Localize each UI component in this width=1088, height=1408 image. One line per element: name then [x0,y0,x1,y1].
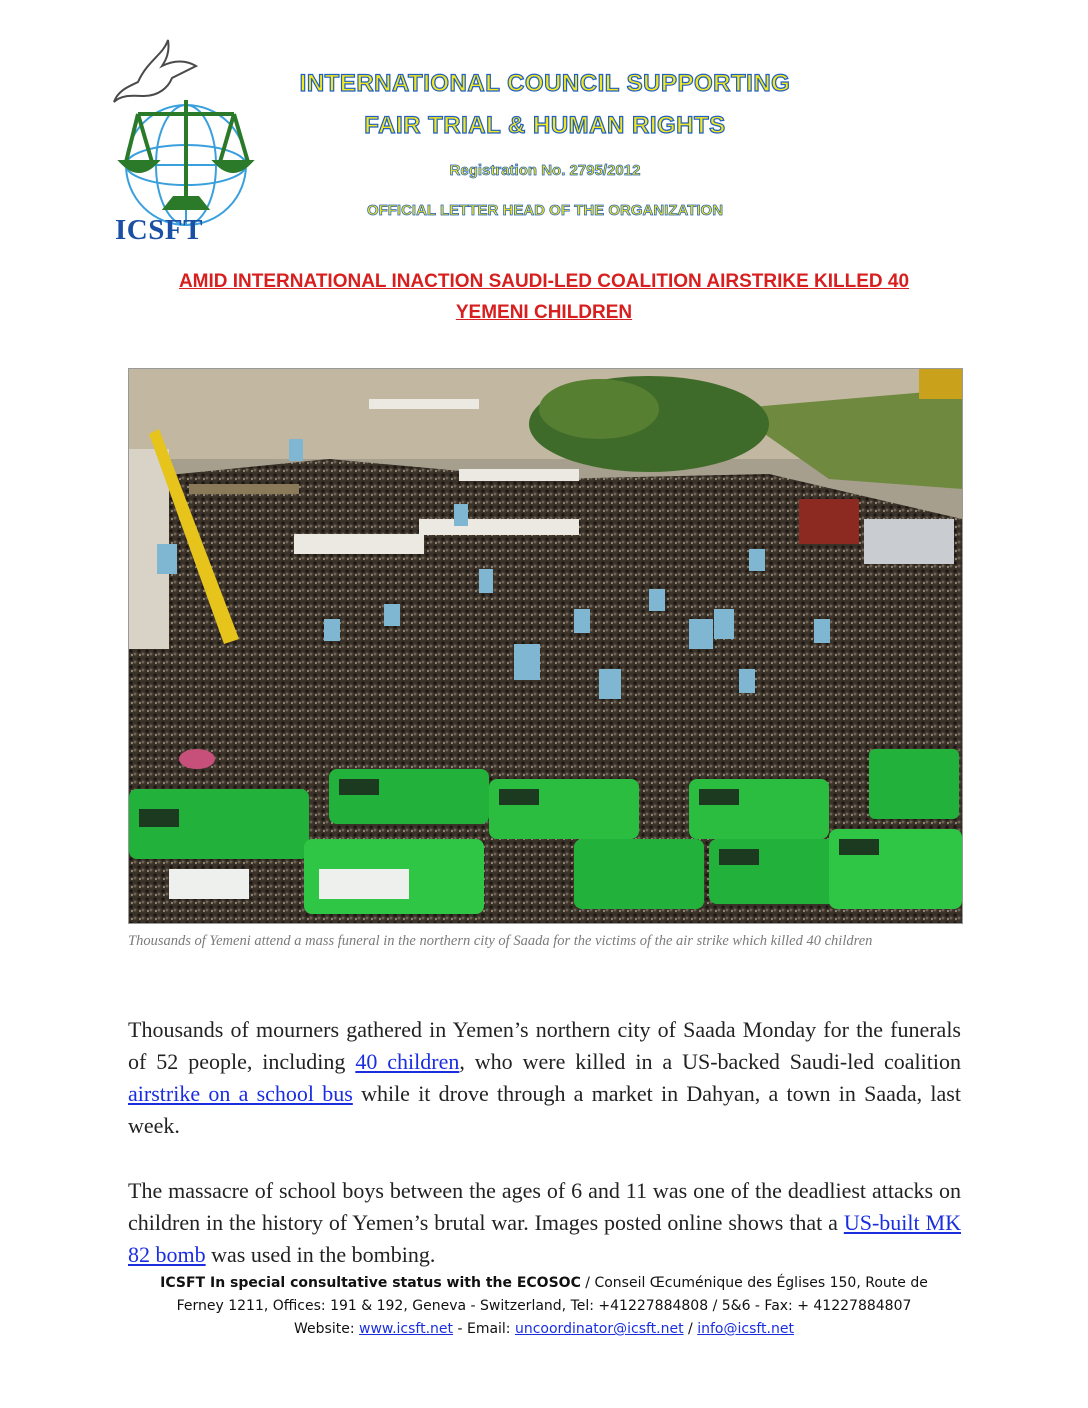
footer-line-2: Ferney 1211, Offices: 191 & 192, Geneva - Switzerland, Tel: +41227884808 / 5&6 - Fax: + 41227884807 [176,1298,912,1314]
email-label: - Email: [453,1321,515,1337]
email-separator: / [683,1321,698,1337]
funeral-crowd-photo [128,368,963,924]
link-airstrike-school-bus[interactable]: airstrike on a school bus [128,1081,353,1106]
letterhead-footer [100,1272,988,1341]
link-mk82-bomb[interactable]: US-built MK 82 bomb [128,1210,961,1267]
logo-wordmark: ICSFT [115,214,203,246]
dove-icon [114,40,196,102]
article-headline [120,266,968,328]
website-link[interactable]: www.icsft.net [359,1321,454,1337]
link-40-children[interactable]: 40 children [355,1049,460,1074]
p2-text-a: The massacre of school boys between the ages of 6 and 11 was one of the deadliest attacks on children in the history of Yemen’s brutal war. Images posted online shows that a [128,1178,961,1235]
footer-line-1 [100,1272,988,1295]
email-link-uncoordinator[interactable]: uncoordinator@icsft.net [514,1321,684,1337]
headline-line2: YEMENI CHILDREN [455,302,633,323]
footer-address-a: / Conseil Œcuménique des Églises 150, Route de [580,1275,928,1291]
org-name-line2: FAIR TRIAL & HUMAN RIGHTS [364,112,726,139]
org-name-line1: INTERNATIONAL COUNCIL SUPPORTING [299,70,791,97]
body-paragraph-1 [128,1014,961,1142]
official-letterhead-label: OFFICIAL LETTER HEAD OF THE ORGANIZATION [366,202,724,219]
consultative-status: ICSFT In special consultative status with the ECOSOC [160,1275,581,1291]
p1-text-c: while it drove through a market in Dahyan, a town in Saada, last week. [128,1081,961,1138]
p1-text-b: , who were killed in a US-backed Saudi-led coalition [459,1049,961,1074]
body-paragraph-2 [128,1175,961,1271]
photo-caption: Thousands of Yemeni attend a mass funeral in the northern city of Saada for the victims of the air strike which killed 40 children [128,933,873,949]
website-label: Website: [294,1321,360,1337]
registration-number: Registration No. 2795/2012 [449,162,641,179]
email-link-info[interactable]: info@icsft.net [697,1321,794,1337]
p1-text-a: Thousands of mourners gathered in Yemen’s northern city of Saada Monday for the funerals of 52 people, including [128,1017,961,1074]
p2-text-b: was used in the bombing. [205,1242,436,1267]
headline-line1: AMID INTERNATIONAL INACTION SAUDI-LED COALITION AIRSTRIKE KILLED 40 [178,271,910,292]
footer-line-3 [100,1318,988,1341]
